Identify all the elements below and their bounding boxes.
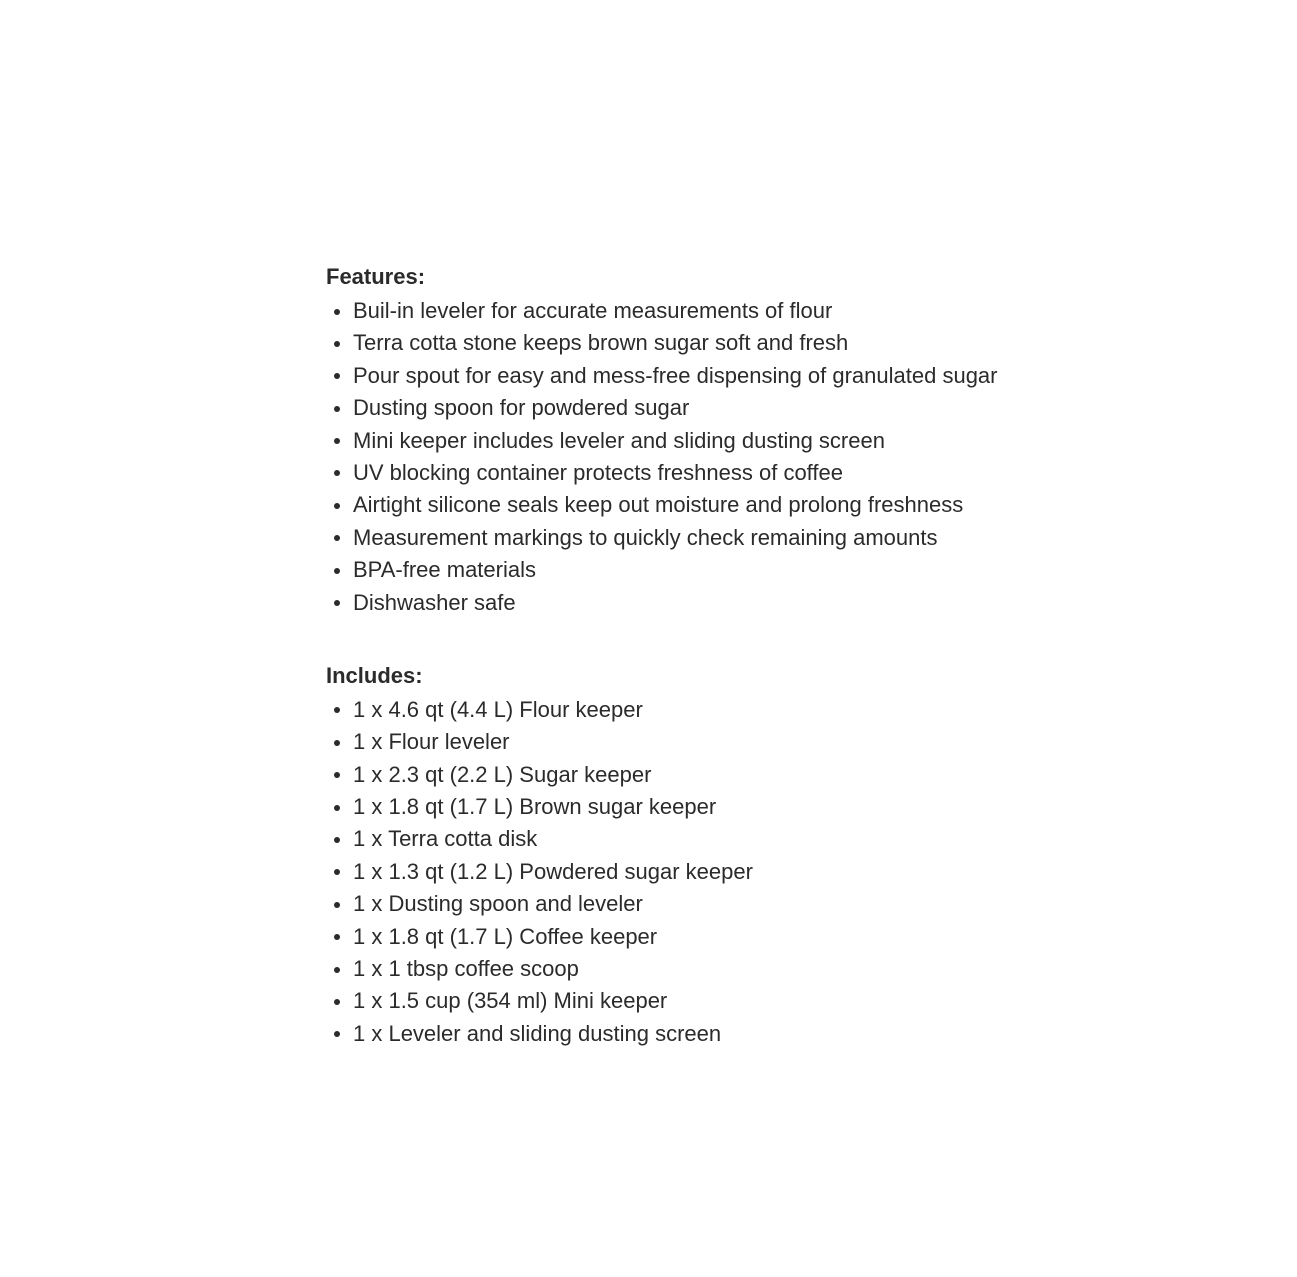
list-item-text: Dishwasher safe	[353, 589, 516, 615]
includes-section	[326, 661, 1226, 1050]
list-item	[326, 295, 1226, 327]
list-item-text: 1 x 1.8 qt (1.7 L) Coffee keeper	[353, 923, 658, 949]
bullet-icon	[334, 999, 340, 1005]
features-list	[326, 295, 1226, 619]
bullet-icon	[334, 869, 340, 875]
bullet-icon	[334, 470, 340, 476]
list-item-text: UV blocking container protects freshness of coffee	[353, 459, 843, 485]
bullet-icon	[334, 568, 340, 574]
list-item-text: 1 x Dusting spoon and leveler	[353, 891, 643, 917]
list-item-text: 1 x 2.3 qt (2.2 L) Sugar keeper	[353, 761, 652, 787]
bullet-icon	[334, 934, 340, 940]
features-section	[326, 262, 1226, 619]
list-item	[326, 1018, 1226, 1050]
list-item	[326, 489, 1226, 521]
includes-list	[326, 694, 1226, 1050]
bullet-icon	[334, 503, 340, 509]
list-item	[326, 392, 1226, 424]
list-item-text: 1 x Flour leveler	[353, 729, 510, 755]
bullet-icon	[334, 535, 340, 541]
bullet-icon	[334, 341, 340, 347]
list-item	[326, 953, 1226, 985]
list-item	[326, 457, 1226, 489]
list-item-text: Mini keeper includes leveler and sliding dusting screen	[353, 427, 885, 453]
list-item	[326, 726, 1226, 758]
list-item-text: Dusting spoon for powdered sugar	[353, 395, 690, 421]
list-item	[326, 823, 1226, 855]
list-item	[326, 985, 1226, 1017]
list-item	[326, 327, 1226, 359]
list-item-text: 1 x Terra cotta disk	[353, 826, 538, 852]
list-item	[326, 522, 1226, 554]
list-item-text: 1 x 1.3 qt (1.2 L) Powdered sugar keeper	[353, 858, 753, 884]
list-item-text: BPA-free materials	[353, 557, 536, 583]
includes-heading: Includes:	[326, 662, 423, 688]
list-item-text: 1 x 1.5 cup (354 ml) Mini keeper	[353, 988, 668, 1014]
bullet-icon	[334, 438, 340, 444]
list-item-text: Terra cotta stone keeps brown sugar soft and fresh	[353, 330, 849, 356]
bullet-icon	[334, 805, 340, 811]
list-item	[326, 554, 1226, 586]
list-item	[326, 759, 1226, 791]
bullet-icon	[334, 373, 340, 379]
list-item-text: Airtight silicone seals keep out moisture and prolong freshness	[353, 492, 964, 518]
bullet-icon	[334, 406, 340, 412]
list-item-text: 1 x 1 tbsp coffee scoop	[353, 956, 579, 982]
list-item	[326, 360, 1226, 392]
list-item	[326, 791, 1226, 823]
bullet-icon	[334, 740, 340, 746]
features-heading: Features:	[326, 264, 426, 289]
bullet-icon	[334, 837, 340, 843]
list-item	[326, 425, 1226, 457]
list-item	[326, 856, 1226, 888]
product-description	[326, 262, 1226, 1050]
list-item-text: Buil-in leveler for accurate measurements of flour	[353, 298, 833, 323]
bullet-icon	[334, 772, 340, 778]
list-item	[326, 921, 1226, 953]
bullet-icon	[334, 1031, 340, 1037]
list-item	[326, 694, 1226, 726]
list-item-text: 1 x 4.6 qt (4.4 L) Flour keeper	[353, 696, 643, 722]
bullet-icon	[334, 967, 340, 973]
bullet-icon	[334, 309, 340, 315]
list-item-text: Pour spout for easy and mess-free dispensing of granulated sugar	[353, 362, 998, 388]
list-item	[326, 888, 1226, 920]
bullet-icon	[334, 600, 340, 606]
list-item-text: 1 x Leveler and sliding dusting screen	[353, 1020, 722, 1046]
bullet-icon	[334, 902, 340, 908]
bullet-icon	[334, 707, 340, 713]
list-item-text: 1 x 1.8 qt (1.7 L) Brown sugar keeper	[353, 794, 717, 820]
list-item-text: Measurement markings to quickly check remaining amounts	[353, 524, 938, 550]
list-item	[326, 587, 1226, 619]
